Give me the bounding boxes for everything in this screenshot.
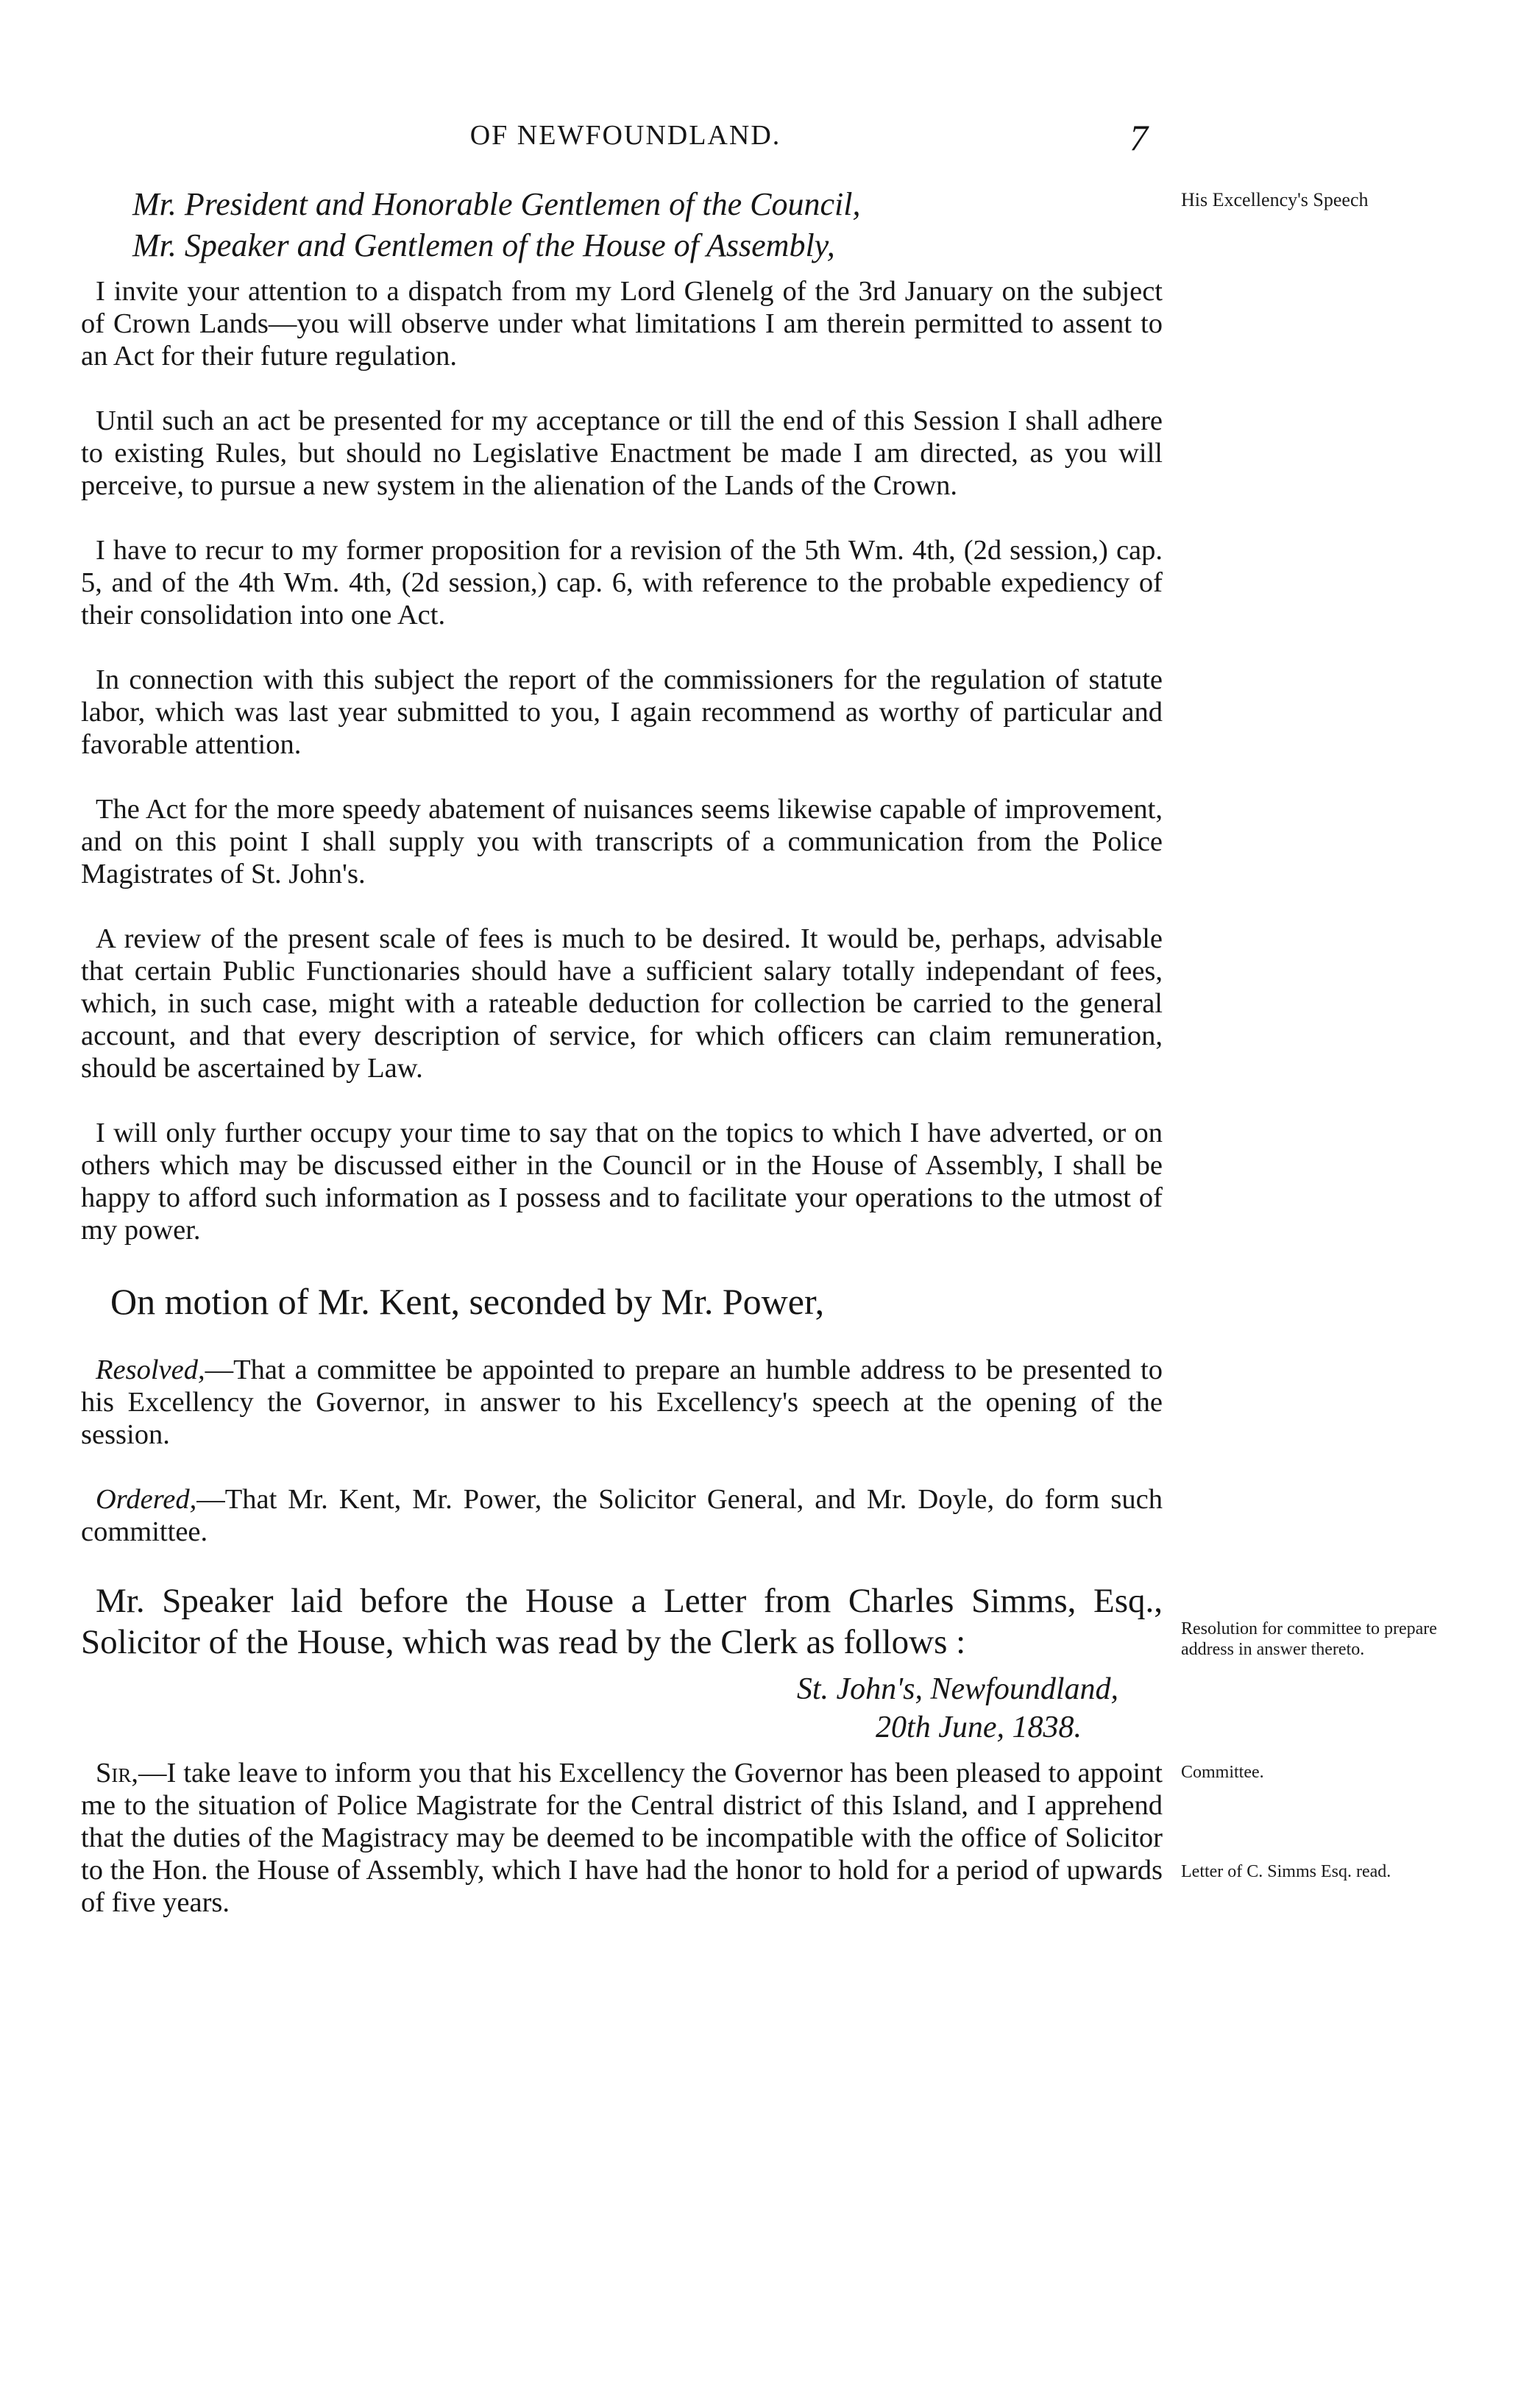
running-head: OF NEWFOUNDLAND. <box>469 120 781 151</box>
ordered-paragraph <box>81 1483 1163 1548</box>
letter-salutation: Sir, <box>96 1758 139 1789</box>
speech-paragraph-crown-lands: I invite your attention to a dispatch from my Lord Glenelg of the 3rd January on the subject of Crown Lands—you will observe under what limitations I am therein permitted to assent to an Act for their future regulation. <box>81 276 1163 372</box>
margin-note-committee: Committee. <box>1181 1763 1264 1782</box>
main-text-column <box>81 184 1163 1951</box>
page-header <box>81 119 1170 163</box>
speech-paragraph-statute-labor: In connection with this subject the report of the commissioners for the regulation of statute labor, which was last year submitted to you, I again recommend as worthy of particular and favorable attention. <box>81 664 1163 760</box>
margin-note-letter: Letter of C. Simms Esq. read. <box>1181 1862 1391 1881</box>
letter-place: St. John's, Newfoundland, <box>796 1672 1118 1706</box>
page-number: 7 <box>1130 117 1148 158</box>
letter-body-paragraph <box>81 1757 1163 1919</box>
ordered-text: —That Mr. Kent, Mr. Power, the Solicitor General, and Mr. Doyle, do form such committee. <box>81 1484 1163 1547</box>
resolved-text: —That a committee be appointed to prepare an humble address to be presented to his Excellency the Governor, in answer to his Excellency's speech at the opening of the session. <box>81 1354 1163 1450</box>
motion-line: On motion of Mr. Kent, seconded by Mr. Power, <box>110 1281 825 1322</box>
speech-paragraph-revision: I have to recur to my former proposition for a revision of the 5th Wm. 4th, (2d session,) cap. 5, and of the 4th Wm. 4th, (2d session,) cap. 6, with reference to the probable expediency of their consolidation into one Act. <box>81 535 1163 631</box>
speech-paragraph-nuisances: The Act for the more speedy abatement of nuisances seems likewise capable of improvement, and on this point I shall supply you with transcripts of a communication from the Police Magistrates of St. John's. <box>81 794 1163 889</box>
speech-paragraph-session-rules: Until such an act be presented for my acceptance or till the end of this Session I shall adhere to existing Rules, but should no Legislative Enactment be made I am directed, as you will perceive, to pursue a new system in the alienation of the Lands of the Crown. <box>81 405 1163 501</box>
address-line-assembly: Mr. Speaker and Gentlemen of the House of Assembly, <box>132 227 835 263</box>
address-line-council: Mr. President and Honorable Gentlemen of the Council, <box>132 186 861 222</box>
speech-paragraph-closing: I will only further occupy your time to say that on the topics to which I have adverted, or on others which may be discussed either in the Council or in the House of Assembly, I shall be happy to afford such information as I possess and to facilitate your operations to the utmost of my power. <box>81 1118 1163 1246</box>
speech-paragraph-fees: A review of the present scale of fees is much to be desired. It would be, perhaps, advisable that certain Public Functionaries should have a sufficient salary totally independant of fees, which, in such case, might with a rateable deduction for collection be carried to the general account, and that every description of service, for which officers can claim remuneration, should be ascertained by Law. <box>81 923 1163 1084</box>
letter-dateline <box>81 1670 1163 1747</box>
ordered-label: Ordered, <box>96 1484 197 1515</box>
margin-note-resolution: Resolution for committee to prepare address in answer thereto. <box>1181 1619 1437 1659</box>
speaker-letter-paragraph: Mr. Speaker laid before the House a Letter from Charles Simms, Esq., Solicitor of the House, which was read by the Clerk as follows : <box>81 1582 1163 1661</box>
margin-note-speech: His Excellency's Speech <box>1181 189 1369 210</box>
resolved-paragraph <box>81 1354 1163 1451</box>
letter-date: 20th June, 1838. <box>876 1711 1082 1744</box>
letter-body: —I take leave to inform you that his Excellency the Governor has been pleased to appoint me to the situation of Police Magistrate for the Central district of this Island, and I apprehend that the duties of the Magistracy may be deemed to be incompatible with the office of Solicitor to the Hon. the House of Assembly, which I have had the honor to hold for a period of upwards of five years. <box>81 1758 1163 1918</box>
resolved-label: Resolved, <box>96 1354 205 1385</box>
